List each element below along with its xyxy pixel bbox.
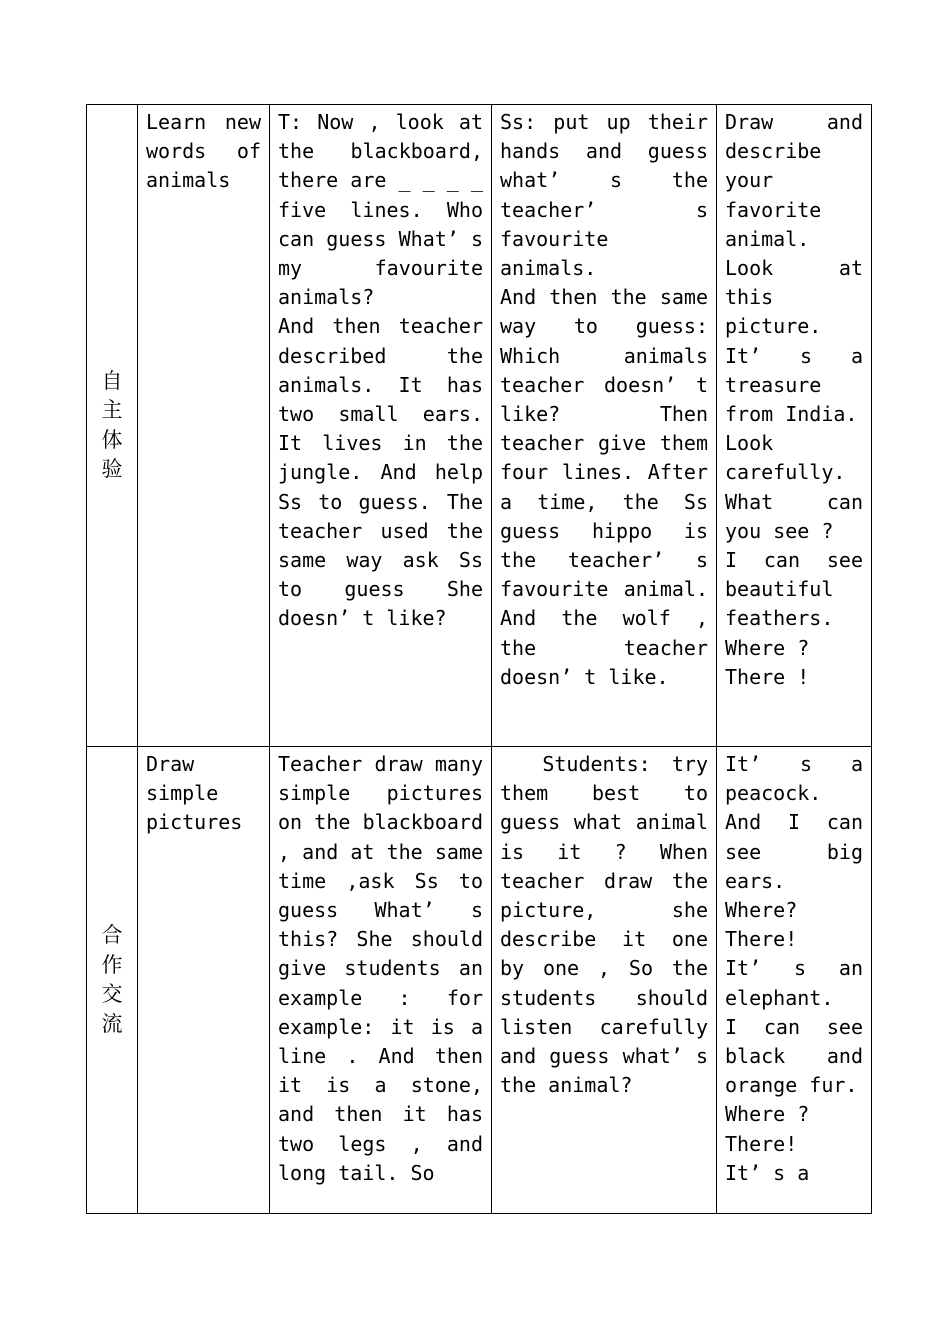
student-activity-cell bbox=[492, 747, 721, 1214]
teacher-activity-cell bbox=[270, 747, 496, 1214]
stage-label: 合作交流 bbox=[101, 923, 123, 1036]
practice-line: I can see black and orange fur. bbox=[725, 1014, 876, 1098]
stage-cell bbox=[87, 105, 138, 747]
practice-line: Draw and describe your favorite animal. bbox=[725, 110, 876, 251]
teacher-activity-cell bbox=[270, 105, 496, 747]
practice-line: Look carefully. bbox=[725, 431, 846, 485]
step-text: Draw simple pictures bbox=[146, 752, 243, 835]
practice-line: And I can see big ears. bbox=[725, 810, 876, 893]
practice-line: It’ s a peacock. bbox=[725, 752, 876, 806]
stage-label: 自主体验 bbox=[101, 368, 123, 481]
practice-line: It’ s a treasure from India. bbox=[725, 343, 876, 427]
practice-line: There! bbox=[725, 927, 798, 952]
step-text: Learn new words of animals bbox=[146, 110, 274, 193]
practice-line: Where ? bbox=[725, 635, 810, 660]
step-cell bbox=[138, 747, 270, 1214]
practice-line: I can see beautiful feathers. bbox=[725, 548, 876, 631]
student-paragraph: Ss: put up their hands and guess what’ s the teacher’ s favourite animals. bbox=[500, 110, 721, 281]
stage-cell bbox=[87, 747, 138, 1214]
student-activity-cell bbox=[492, 105, 721, 747]
practice-line: Where ? bbox=[725, 1102, 810, 1127]
table-row bbox=[87, 747, 872, 1214]
practice-cell bbox=[717, 105, 876, 747]
teacher-paragraph: T: Now , look at the blackboard, there are _ _ _ _ five lines. Who can guess What’ s my favourite animals? bbox=[278, 110, 496, 310]
teacher-paragraph: Teacher draw many simple pictures on the blackboard , and at the same time ,ask Ss to guess What’ s this? She should give students an example : for example: it is a line . And then it is a stone, and then it has two legs , and long tail. So bbox=[278, 752, 496, 1185]
practice-line: It’ s a bbox=[725, 1160, 810, 1185]
practice-line: Where? bbox=[725, 898, 798, 923]
practice-line: Look at this picture. bbox=[725, 256, 876, 339]
step-cell bbox=[138, 105, 274, 747]
practice-line: It’ s an elephant. bbox=[725, 956, 876, 1010]
practice-cell bbox=[717, 747, 876, 1214]
table-row bbox=[87, 105, 872, 747]
practice-line: What can you see ? bbox=[725, 489, 876, 543]
practice-line: There ! bbox=[725, 664, 810, 689]
lesson-plan-table bbox=[86, 104, 876, 1214]
student-paragraph: Students: try them best to guess what animal is it ? When teacher draw the picture, she describe it one by one , So the students should listen carefully and guess what’ s the animal? bbox=[500, 752, 721, 1098]
student-paragraph: And then the same way to guess: Which animals teacher doesn’ t like? Then teacher give them four lines. After a time, the Ss guess hippo is the teacher’ s favourite animal. And the wolf , the teacher doesn’ t like. bbox=[500, 285, 721, 689]
practice-line: There! bbox=[725, 1131, 798, 1156]
teacher-paragraph: And then teacher described the animals. It has two small ears. It lives in the jungle. And help Ss to guess. The teacher used the same way ask Ss to guess She doesn’ t like? bbox=[278, 314, 496, 631]
